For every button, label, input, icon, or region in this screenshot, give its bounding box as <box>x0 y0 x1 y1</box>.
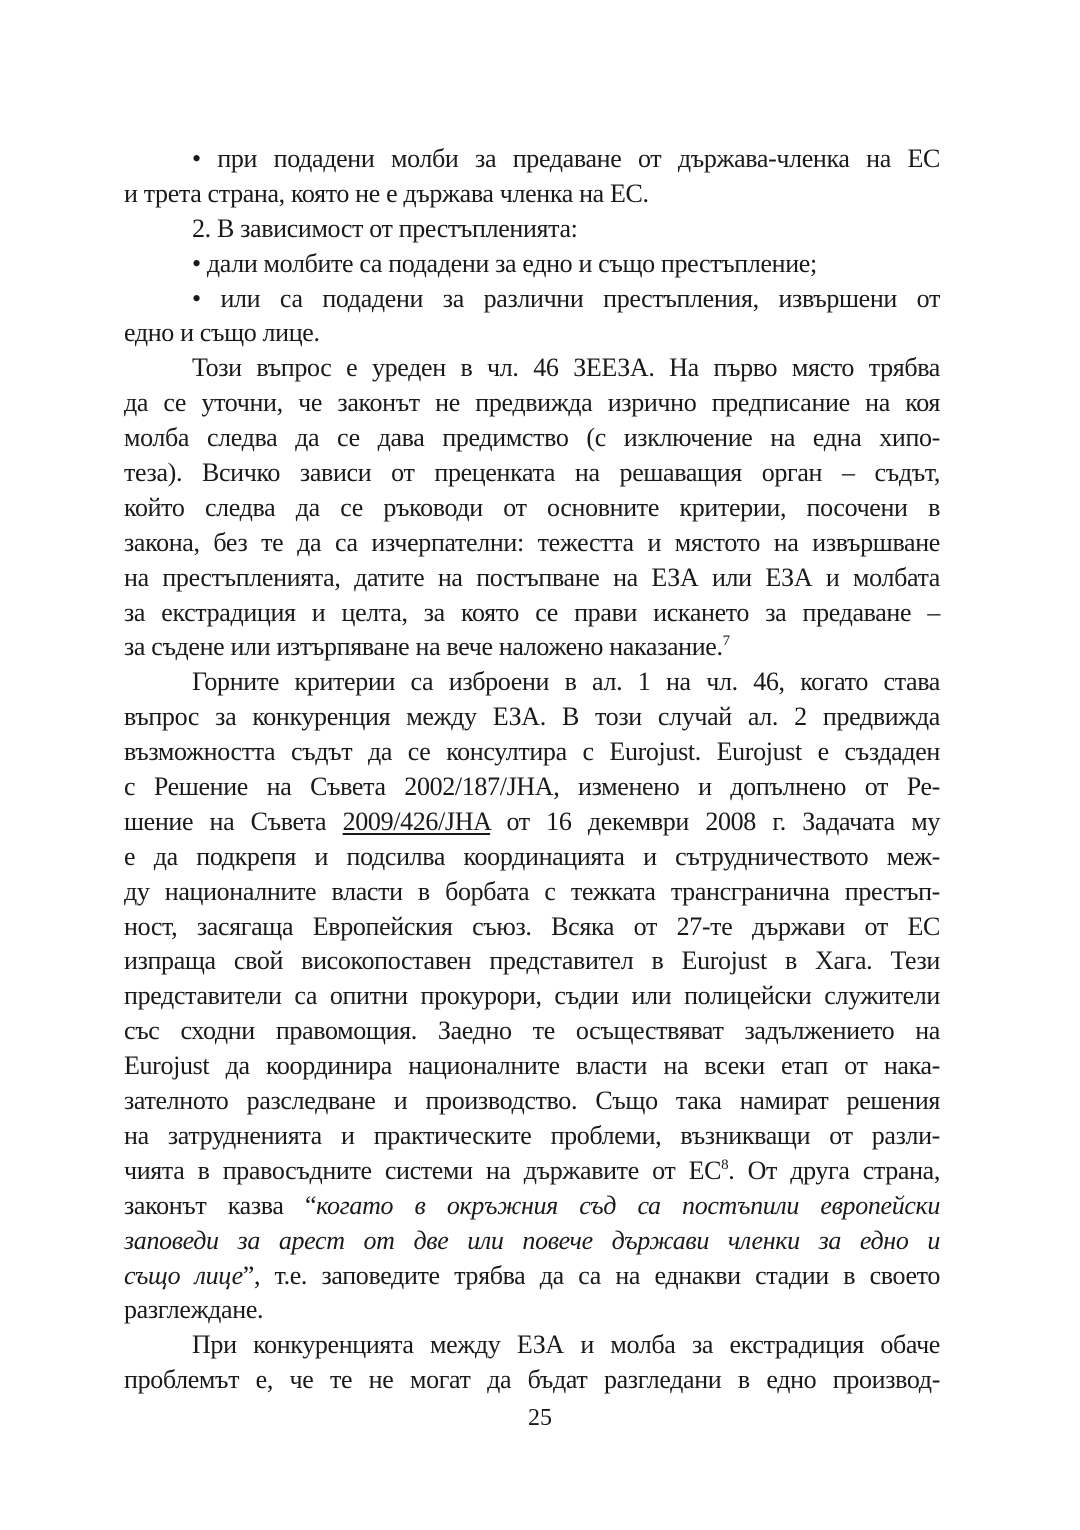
text-run: разглеждане. <box>124 1295 264 1325</box>
footnote-ref: 8 <box>721 1156 729 1173</box>
text-run: Този въпрос е уреден в чл. 46 ЗЕЕЗА. На първо място трябва <box>192 353 940 383</box>
text-line <box>124 1014 940 1049</box>
text-run: проблемът е, че те не могат да бъдат разгледани в едно производ- <box>124 1365 940 1395</box>
text-run: зателното разследване и производство. Също така намират решения <box>124 1086 940 1116</box>
text-run: който следва да се ръководи от основните критерии, посочени в <box>124 492 940 522</box>
text-run: изпраща свой високопоставен представител в Eurojust в Хага. Тези <box>124 946 940 976</box>
text-line <box>124 596 940 631</box>
text-run: ду националните власти в борбата с тежката трансгранична престъп- <box>124 876 940 906</box>
text-run: теза). Всичко зависи от преценката на решаващия орган – съдът, <box>124 458 940 488</box>
text-run: едно и също лице. <box>124 318 320 348</box>
text-line <box>124 840 940 875</box>
text-line <box>124 561 940 596</box>
text-line <box>124 247 940 282</box>
page-number: 25 <box>528 1405 552 1431</box>
text-line <box>124 1328 940 1363</box>
text-line <box>124 944 940 979</box>
text-run: е да подкрепя и подсилва координацията и сътрудничеството меж- <box>124 841 940 871</box>
text-run: шение на Съвета <box>124 806 343 836</box>
text-run: за екстрадиция и целта, за която се прави искането за предаване – <box>124 597 940 627</box>
text-line <box>124 1119 940 1154</box>
text-line <box>124 212 940 247</box>
text-run: с Решение на Съвета 2002/187/JHA, изменено и допълнено от Ре- <box>124 772 940 802</box>
text-line <box>124 979 940 1014</box>
text-run: При конкуренцията между ЕЗА и молба за екстрадиция обаче <box>192 1330 940 1360</box>
text-run: и трета страна, която не е държава членка на ЕС. <box>124 178 649 208</box>
text-run: представители са опитни прокурори, съдии или полицейски служители <box>124 981 940 1011</box>
text-run: • при подадени молби за предаване от държава-членка на ЕС <box>192 144 940 173</box>
text-line <box>124 875 940 910</box>
text-run: на престъпленията, датите на постъпване на ЕЗА или ЕЗА и молбата <box>124 562 940 592</box>
quoted-text: също лице <box>124 1260 243 1290</box>
text-run: въпрос за конкуренция между ЕЗА. В този случай ал. 2 предвижда <box>124 702 940 732</box>
text-run: законът казва “ <box>124 1190 317 1220</box>
text-line <box>124 1363 940 1398</box>
text-line <box>124 700 940 735</box>
text-line <box>124 142 940 177</box>
text-line <box>124 282 940 317</box>
text-line <box>124 910 940 945</box>
text-line <box>124 1293 940 1328</box>
document-reference: 2009/426/JHA <box>342 806 491 836</box>
text-run: със сходни правомощия. Заедно те осъществяват задължението на <box>124 1016 940 1046</box>
text-line <box>124 770 940 805</box>
text-run: да се уточни, че законът не предвижда изрично предписание на коя <box>124 388 940 418</box>
text-line <box>124 1189 940 1224</box>
text-line <box>124 526 940 561</box>
text-run: 2. В зависимост от престъпленията: <box>192 213 578 243</box>
text-run: на затрудненията и практическите проблеми, възникващи от разли- <box>124 1120 940 1150</box>
text-line <box>124 1224 940 1259</box>
text-line <box>124 805 940 840</box>
text-run: Eurojust да координира националните власти на всеки етап от нака- <box>124 1051 940 1081</box>
document-body <box>124 142 940 1398</box>
text-run: • дали молбите са подадени за едно и също престъпление; <box>192 248 817 278</box>
text-run: • или са подадени за различни престъпления, извършени от <box>192 283 940 313</box>
text-line <box>124 456 940 491</box>
text-line <box>124 665 940 700</box>
text-run: . От друга страна, <box>728 1155 940 1185</box>
text-run: ност, засягаща Европейския съюз. Всяка от 27-те държави от ЕС <box>124 911 940 941</box>
text-line <box>124 491 940 526</box>
text-run: закона, без те да са изчерпателни: тежестта и мястото на извършване <box>124 527 940 557</box>
text-line <box>124 386 940 421</box>
footnote-ref: 7 <box>722 633 730 650</box>
text-run: чията в правосъдните системи на държавите от ЕС <box>124 1155 722 1185</box>
text-line <box>124 1049 940 1084</box>
text-line <box>124 421 940 456</box>
quoted-text: заповеди за арест от две или повече държави членки за едно и <box>124 1225 940 1255</box>
text-line <box>124 316 940 351</box>
text-line <box>124 1154 940 1189</box>
text-run: за съдене или изтърпяване на вече наложено наказание. <box>124 632 723 662</box>
text-line <box>124 1084 940 1119</box>
quoted-text: когато в окръжния съд са постъпили европейски <box>316 1190 941 1220</box>
text-line <box>124 351 940 386</box>
text-line <box>124 177 940 212</box>
text-run: Горните критерии са изброени в ал. 1 на чл. 46, когато става <box>192 667 940 697</box>
text-run: от 16 декември 2008 г. Задачата му <box>490 806 940 836</box>
text-line <box>124 735 940 770</box>
text-run: възможността съдът да се консултира с Eurojust. Eurojust е създаден <box>124 737 940 767</box>
text-run: ”, т.е. заповедите трябва да са на еднакви стадии в своето <box>242 1260 940 1290</box>
text-line <box>124 1259 940 1294</box>
text-run: молба следва да се дава предимство (с изключение на една хипо- <box>124 423 940 453</box>
text-line <box>124 630 940 665</box>
